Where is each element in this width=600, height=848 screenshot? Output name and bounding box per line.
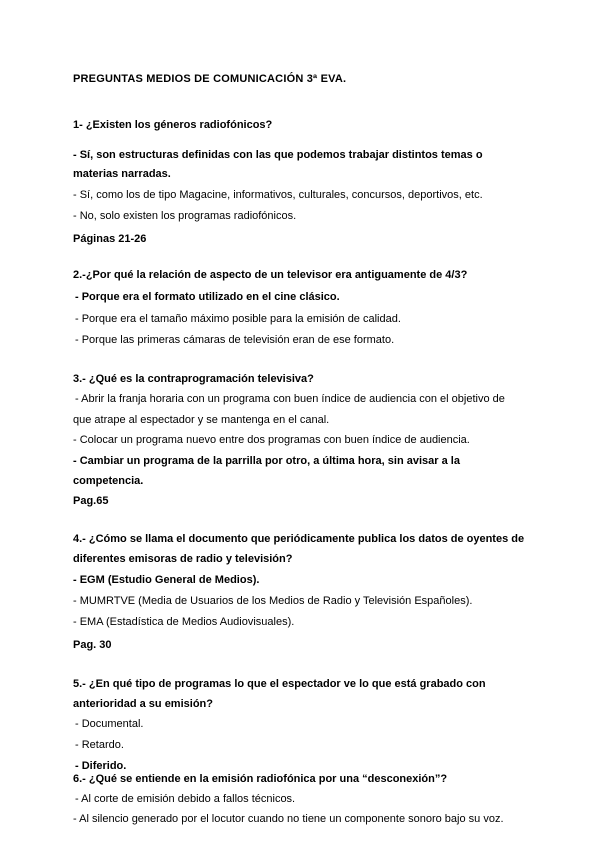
- answer-3a: - Abrir la franja horaria con un programa con buen índice de audiencia con el objetivo de: [75, 393, 505, 405]
- answer-5c: - Diferido.: [75, 760, 127, 772]
- question-5-cont: anterioridad a su emisión?: [73, 698, 213, 710]
- question-3: 3.- ¿Qué es la contraprogramación televisiva?: [73, 373, 314, 385]
- answer-1c: - No, solo existen los programas radiofónicos.: [73, 210, 297, 222]
- answer-2c: - Porque las primeras cámaras de televisión eran de ese formato.: [75, 334, 395, 346]
- answer-4c: - EMA (Estadística de Medios Audiovisuales).: [73, 616, 295, 628]
- answer-3a-cont: que atrape al espectador y se mantenga en el canal.: [73, 414, 330, 426]
- answer-3c-cont: competencia.: [73, 475, 144, 487]
- answer-2b: - Porque era el tamaño máximo posible para la emisión de calidad.: [75, 313, 401, 325]
- question-5: 5.- ¿En qué tipo de programas lo que el espectador ve lo que está grabado con: [73, 678, 486, 690]
- answer-2a: - Porque era el formato utilizado en el cine clásico.: [75, 291, 340, 303]
- page-ref-1: Páginas 21-26: [73, 233, 147, 245]
- answer-5a: - Documental.: [75, 718, 144, 730]
- answer-5b: - Retardo.: [75, 739, 124, 751]
- answer-3c: - Cambiar un programa de la parrilla por otro, a última hora, sin avisar a la: [73, 455, 460, 467]
- page-ref-3: Pag.65: [73, 495, 109, 507]
- answer-1a: - Sí, son estructuras definidas con las que podemos trabajar distintos temas o: [73, 149, 483, 161]
- answer-4a: - EGM (Estudio General de Medios).: [73, 574, 260, 586]
- answer-4b: - MUMRTVE (Media de Usuarios de los Medios de Radio y Televisión Españoles).: [73, 595, 473, 607]
- answer-6b: - Al silencio generado por el locutor cuando no tiene un componente sonoro bajo su voz.: [73, 813, 504, 825]
- question-4: 4.- ¿Cómo se llama el documento que periódicamente publica los datos de oyentes de: [73, 533, 525, 545]
- question-6: 6.- ¿Qué se entiende en la emisión radiofónica por una “desconexión”?: [73, 773, 448, 785]
- answer-1b: - Sí, como los de tipo Magacine, informativos, culturales, concursos, deportivos, etc.: [73, 189, 483, 201]
- answer-1a-cont: materias narradas.: [73, 168, 171, 180]
- question-1: 1- ¿Existen los géneros radiofónicos?: [73, 119, 273, 131]
- answer-6a: - Al corte de emisión debido a fallos técnicos.: [75, 793, 296, 805]
- answer-3b: - Colocar un programa nuevo entre dos programas con buen índice de audiencia.: [73, 434, 470, 446]
- page-ref-4: Pag. 30: [73, 639, 112, 651]
- document-title: PREGUNTAS MEDIOS DE COMUNICACIÓN 3ª EVA.: [73, 73, 347, 85]
- question-4-cont: diferentes emisoras de radio y televisión?: [73, 553, 293, 565]
- question-2: 2.-¿Por qué la relación de aspecto de un televisor era antiguamente de 4/3?: [73, 269, 468, 281]
